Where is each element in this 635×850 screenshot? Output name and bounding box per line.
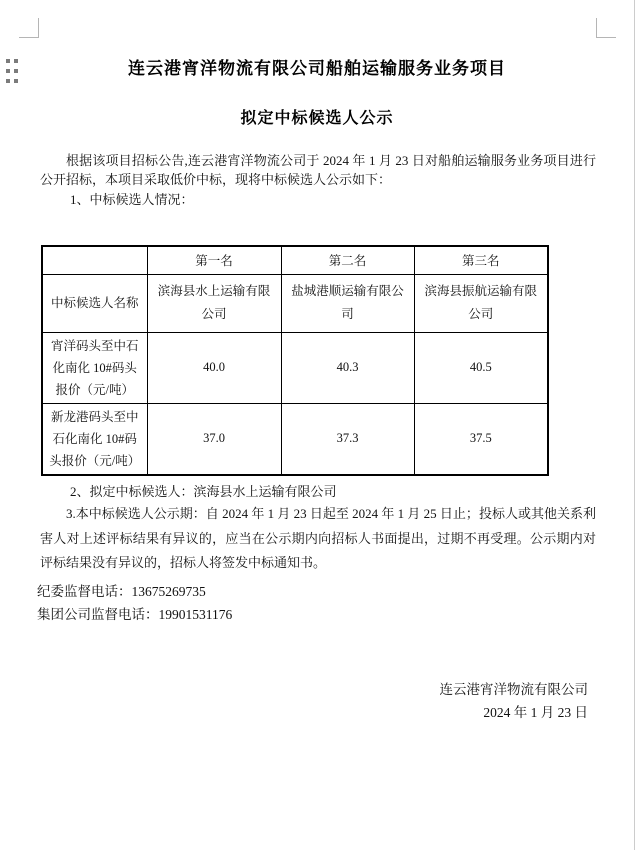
candidate-2-name: 盐城港顺运输有限公司 (281, 274, 414, 332)
table-header-row (42, 246, 548, 274)
margin-mark-top-left (19, 37, 39, 38)
margin-mark-top-left (38, 18, 39, 38)
signature-date: 2024 年 1 月 23 日 (483, 705, 588, 720)
header-cell-first: 第一名 (147, 246, 281, 274)
document-title: 连云港宵洋物流有限公司船舶运输服务业务项目 (128, 59, 506, 78)
table-row (42, 274, 548, 332)
quote-value: 37.5 (414, 403, 548, 475)
row-label-xiaoyang-quote: 宵洋码头至中石化南化 10#码头报价（元/吨） (42, 332, 147, 403)
signature-block (440, 678, 589, 724)
group-phone-line: 集团公司监督电话：19901531176 (37, 606, 233, 622)
signature-company: 连云港宵洋物流有限公司 (439, 682, 588, 697)
quote-value: 37.0 (147, 403, 281, 475)
header-cell-third: 第三名 (414, 246, 548, 274)
document-subtitle: 拟定中标候选人公示 (240, 110, 394, 127)
margin-mark-top-right (596, 37, 616, 38)
header-cell-second: 第二名 (281, 246, 414, 274)
margin-mark-top-right (596, 18, 597, 38)
discipline-phone-line: 纪委监督电话：13675269735 (37, 584, 206, 599)
notice-period-paragraph: 3.本中标候选人公示期：自 2024 年 1 月 23 日起至 2024 年 1 月 25 日止；投标人或其他关系利害人对上述评标结果有异议的，应当在公示期内向招标人书面提出，过期不再受理。公示期内对评标结果没有异议的，招标人将签发中标通知书。 (40, 506, 596, 570)
list-item-2: 2、拟定中标候选人：滨海县水上运输有限公司 (70, 484, 337, 499)
row-label-xinlonggang-quote: 新龙港码头至中石化南化 10#码头报价（元/吨） (42, 403, 147, 475)
quote-value: 40.5 (414, 332, 548, 403)
header-cell-empty (42, 246, 147, 274)
table-row (42, 332, 548, 403)
quote-value: 40.3 (281, 332, 414, 403)
candidates-table (41, 245, 549, 476)
supervision-phones (37, 581, 232, 626)
row-label-candidate-name: 中标候选人名称 (42, 274, 147, 332)
quote-value: 37.3 (281, 403, 414, 475)
list-item-1: 1、中标候选人情况： (70, 192, 194, 207)
candidate-3-name: 滨海县振航运输有限公司 (414, 274, 548, 332)
intro-paragraph: 根据该项目招标公告,连云港宵洋物流公司于 2024 年 1 月 23 日对船舶运输服务业务项目进行公开招标，本项目采取低价中标，现将中标候选人公示如下： (40, 153, 596, 187)
quote-value: 40.0 (147, 332, 281, 403)
candidate-1-name: 滨海县水上运输有限公司 (147, 274, 281, 332)
table-row (42, 403, 548, 475)
